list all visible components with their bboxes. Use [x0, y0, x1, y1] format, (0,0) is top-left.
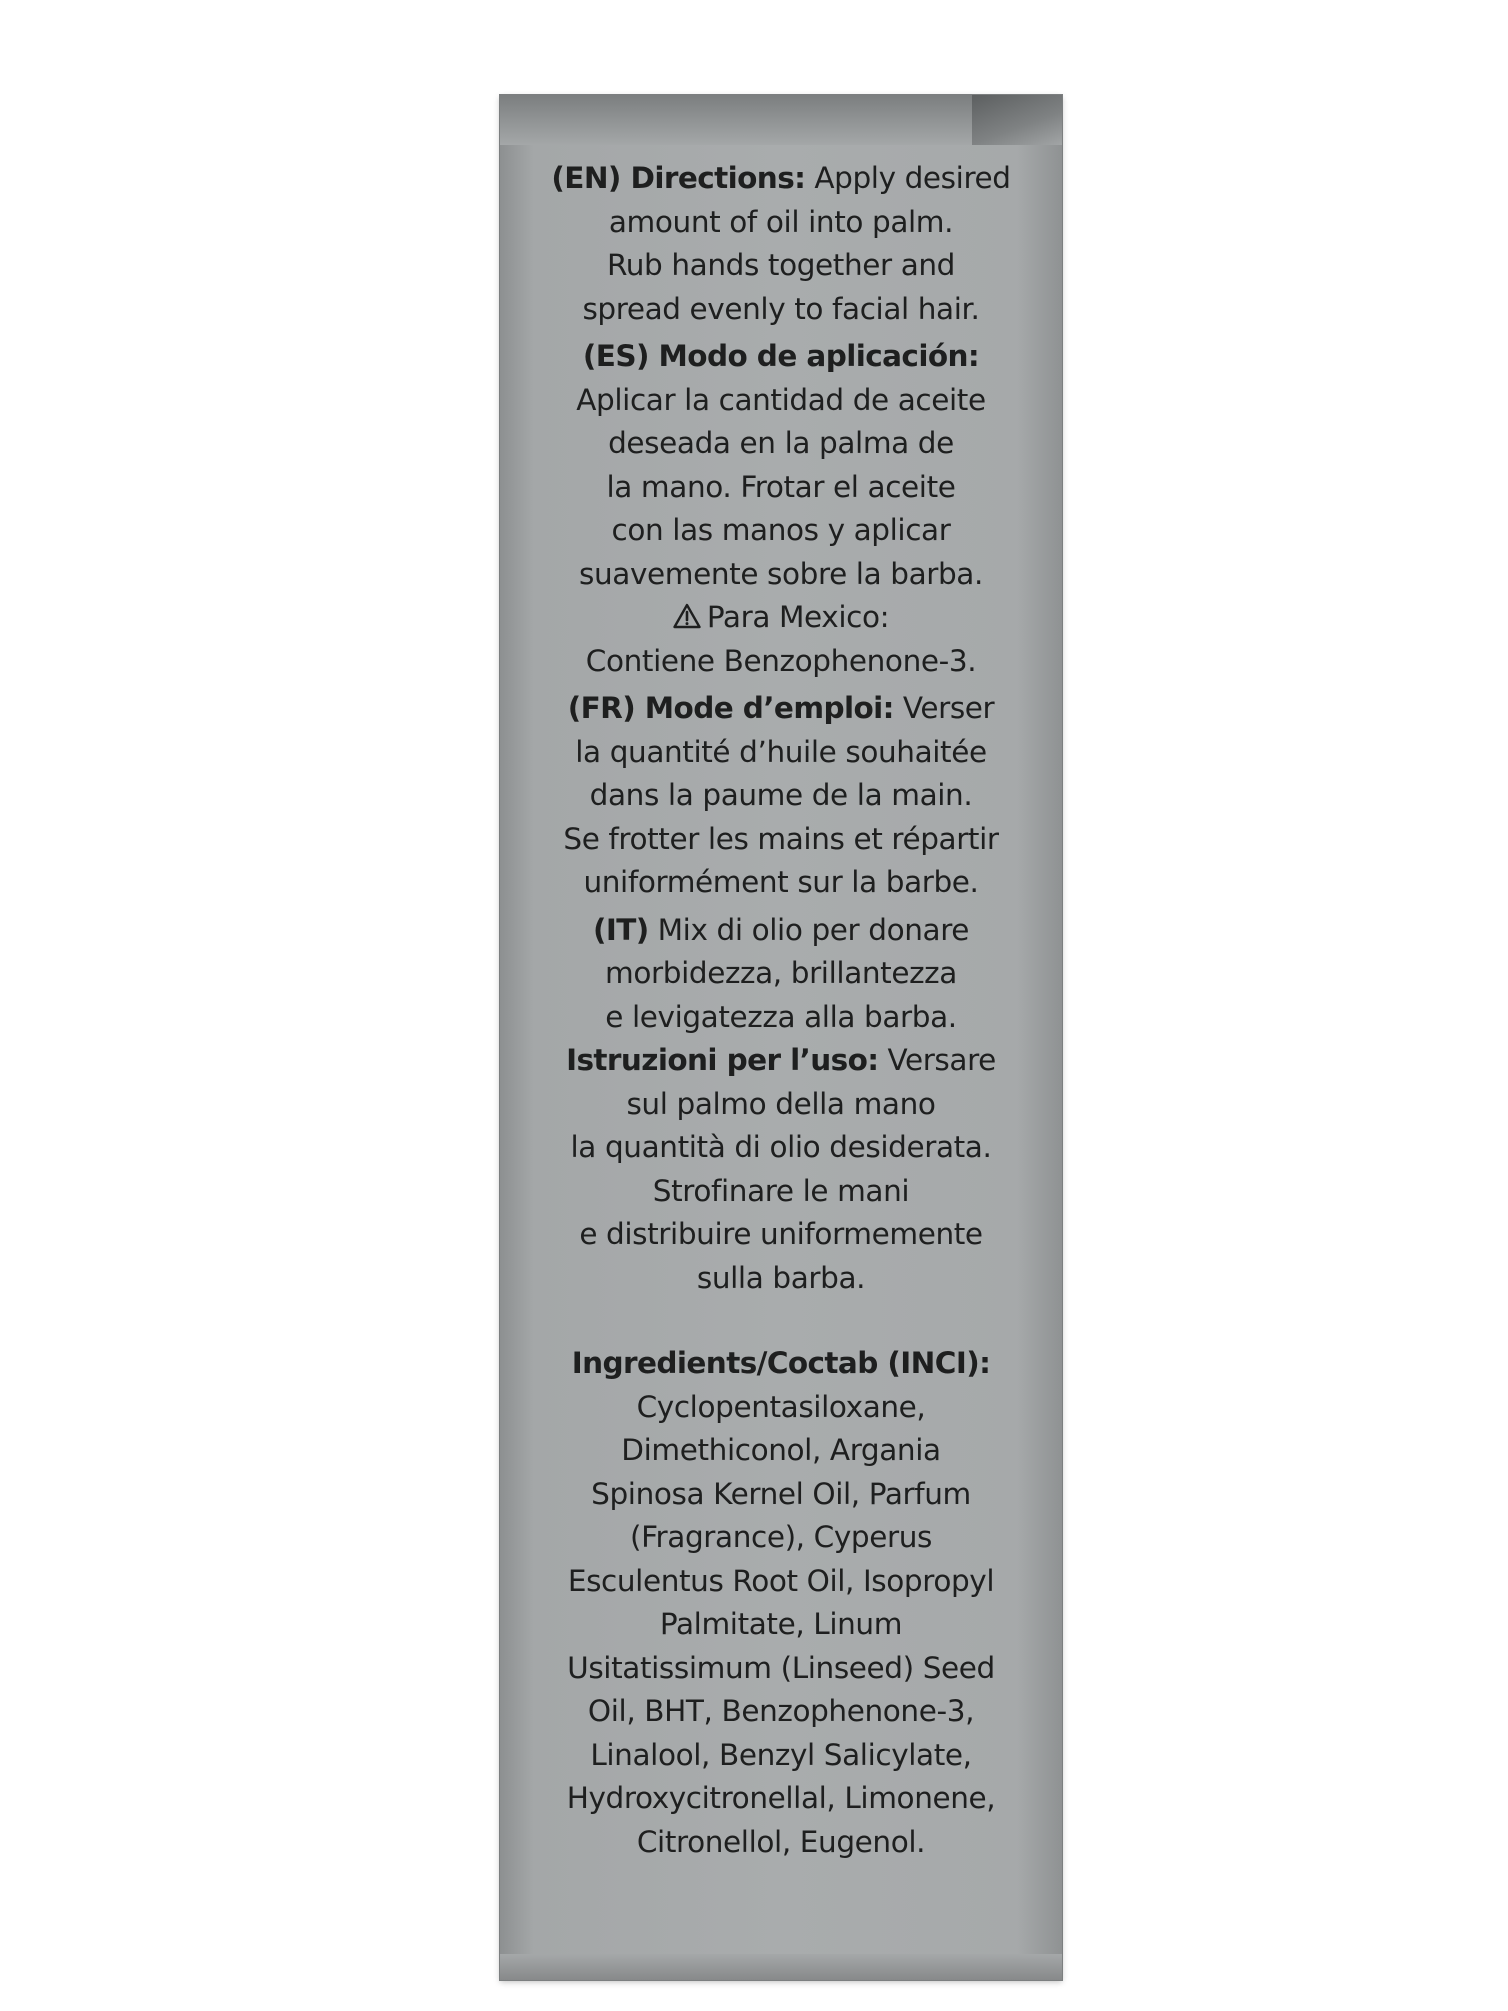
directions-it-intro-line: Mix di olio per donare: [648, 912, 970, 947]
directions-es-line: con las manos y aplicar: [611, 513, 951, 547]
directions-fr: [536, 687, 1026, 905]
ingredient-line: Cyclopentasiloxane,: [636, 1389, 926, 1424]
box-bottom-fold: [500, 1954, 1062, 1980]
ingredient-line: Oil, BHT, Benzophenone-3,: [587, 1694, 975, 1728]
directions-it-line: Versare: [878, 1043, 996, 1077]
directions-fr-line: la quantité d’huile souhaitée: [575, 734, 987, 769]
product-box-side-panel: [500, 95, 1062, 1980]
directions-fr-line: dans la paume de la main.: [589, 778, 973, 812]
directions-it-line: e distribuire uniformemente: [579, 1217, 983, 1251]
directions-es-heading: (ES) Modo de aplicación:: [582, 339, 980, 373]
ingredient-line: Dimethiconol, Argania: [621, 1433, 941, 1467]
ingredient-line: Citronellol, Eugenol.: [636, 1824, 926, 1859]
directions-es: [536, 335, 1026, 683]
directions-it-line: sulla barba.: [696, 1260, 866, 1295]
ingredient-line: Esculentus Root Oil, Isopropyl: [567, 1563, 995, 1598]
directions-it-line: Strofinare le mani: [652, 1173, 910, 1208]
ingredient-line: (Fragrance), Cyperus: [630, 1520, 932, 1554]
directions-fr-line: uniformément sur la barbe.: [583, 865, 979, 899]
directions-it: [536, 909, 1026, 1301]
ingredient-line: Palmitate, Linum: [659, 1607, 903, 1641]
directions-en-line: amount of oil into palm.: [608, 204, 954, 239]
directions-en-line: Apply desired: [805, 161, 1011, 195]
directions-en-line: Rub hands together and: [606, 248, 956, 282]
ingredients-heading: Ingredients/Coctab (INCI):: [571, 1346, 991, 1380]
directions-fr-line: Se frotter les mains et répartir: [563, 821, 999, 856]
ingredient-line: Hydroxycitronellal, Limonene,: [566, 1781, 996, 1815]
mexico-warning-text: Contiene Benzophenone-3.: [585, 643, 977, 678]
directions-es-line: suavemente sobre la barba.: [579, 556, 983, 591]
directions-en-heading: (EN) Directions:: [551, 161, 806, 195]
label-text-block: [536, 157, 1026, 1864]
directions-it-intro-line: morbidezza, brillantezza: [605, 956, 957, 990]
directions-en: [536, 157, 1026, 331]
ingredient-line: Spinosa Kernel Oil, Parfum: [591, 1476, 971, 1511]
directions-en-line: spread evenly to facial hair.: [582, 291, 980, 326]
directions-it-line: sul palmo della mano: [626, 1086, 936, 1121]
mexico-warning-label: Para Mexico:: [706, 600, 890, 634]
directions-it-intro-line: e levigatezza alla barba.: [605, 999, 957, 1034]
ingredient-line: Usitatissimum (Linseed) Seed: [567, 1650, 995, 1685]
directions-fr-heading: (FR) Mode d’emploi:: [567, 691, 894, 725]
box-top-fold: [500, 95, 1062, 145]
directions-es-line: la mano. Frotar el aceite: [606, 469, 956, 504]
directions-es-line: Aplicar la cantidad de aceite: [576, 382, 986, 417]
directions-it-subheading: Istruzioni per l’uso:: [566, 1043, 879, 1077]
directions-it-line: la quantità di olio desiderata.: [570, 1130, 992, 1164]
directions-fr-line: Verser: [893, 691, 995, 725]
directions-it-heading: (IT): [592, 912, 649, 947]
directions-es-line: deseada en la palma de: [608, 426, 954, 460]
ingredient-line: Linalool, Benzyl Salicylate,: [590, 1737, 972, 1772]
warning-triangle-icon: [673, 598, 701, 624]
ingredients-list: [536, 1342, 1026, 1864]
